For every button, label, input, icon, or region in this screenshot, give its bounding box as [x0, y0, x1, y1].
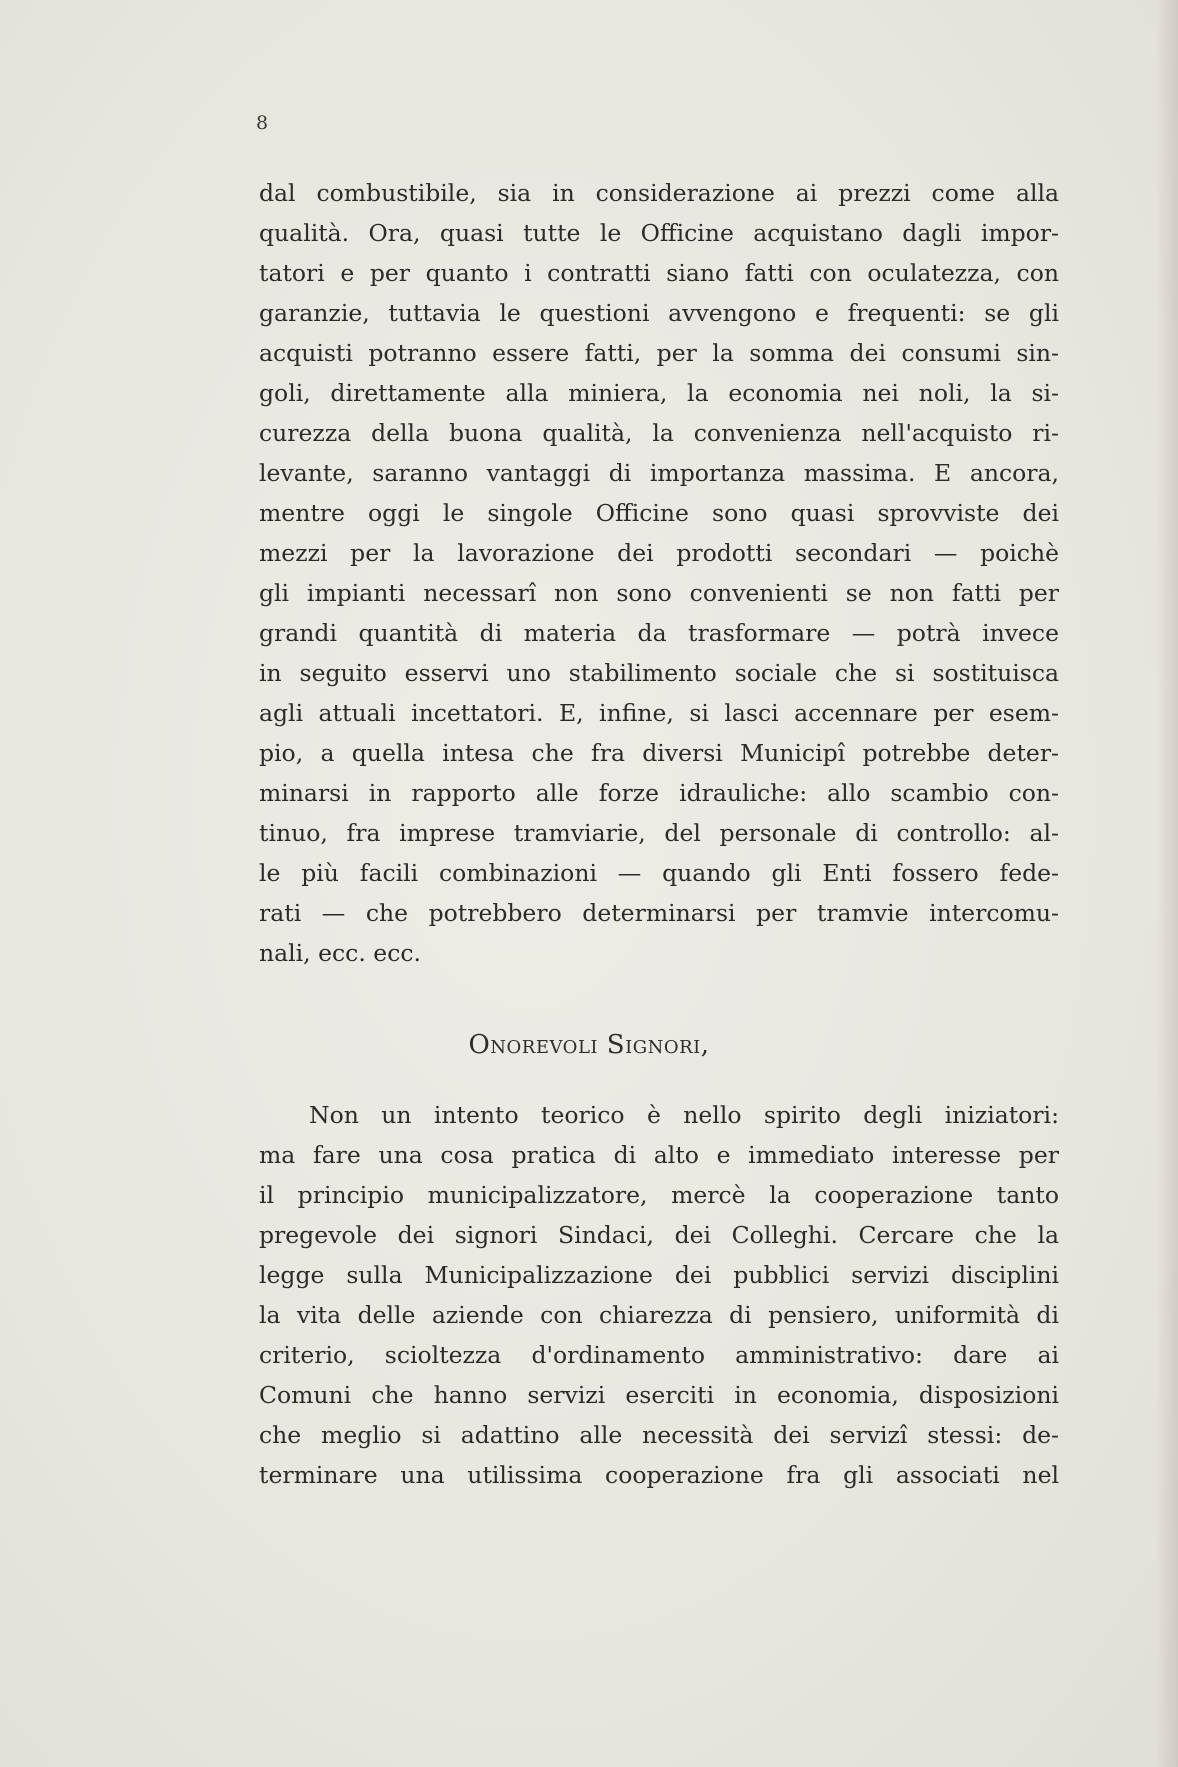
- text-line: qualità. Ora, quasi tutte le Officine acquistano dagli impor-: [259, 219, 1059, 247]
- text-line: mentre oggi le singole Officine sono quasi sprovviste dei: [259, 499, 1059, 527]
- text-line: legge sulla Municipalizzazione dei pubblici servizi disciplini: [259, 1261, 1059, 1289]
- text-line: terminare una utilissima cooperazione fra gli associati nel: [259, 1461, 1059, 1489]
- text-line: tatori e per quanto i contratti siano fatti con oculatezza, con: [259, 259, 1059, 287]
- text-line: nali, ecc. ecc.: [259, 939, 421, 967]
- text-line: agli attuali incettatori. E, infine, si lasci accennare per esem-: [259, 699, 1059, 727]
- text-line: la vita delle aziende con chiarezza di pensiero, uniformità di: [259, 1301, 1059, 1329]
- section-heading: Onorevoli Signori,: [468, 1030, 710, 1060]
- text-line: ma fare una cosa pratica di alto e immediato interesse per: [259, 1141, 1059, 1169]
- text-line: mezzi per la lavorazione dei prodotti secondari — poichè: [259, 539, 1059, 567]
- text-line: pregevole dei signori Sindaci, dei Colleghi. Cercare che la: [259, 1221, 1059, 1249]
- text-line: pio, a quella intesa che fra diversi Municipî potrebbe deter-: [259, 739, 1059, 767]
- text-line: grandi quantità di materia da trasformare — potrà invece: [259, 619, 1059, 647]
- text-line: minarsi in rapporto alle forze idrauliche: allo scambio con-: [259, 779, 1059, 807]
- text-line: levante, saranno vantaggi di importanza massima. E ancora,: [259, 459, 1059, 487]
- text-line: le più facili combinazioni — quando gli Enti fossero fede-: [259, 859, 1059, 887]
- text-line: curezza della buona qualità, la convenienza nell'acquisto ri-: [259, 419, 1059, 447]
- text-line: che meglio si adattino alle necessità dei servizî stessi: de-: [259, 1421, 1059, 1449]
- text-line: acquisti potranno essere fatti, per la somma dei consumi sin-: [259, 339, 1059, 367]
- page-edge-shadow: [1156, 0, 1178, 1767]
- text-line: gli impianti necessarî non sono convenienti se non fatti per: [259, 579, 1059, 607]
- text-line: rati — che potrebbero determinarsi per tramvie intercomu-: [259, 899, 1059, 927]
- text-line: Non un intento teorico è nello spirito degli iniziatori:: [309, 1101, 1059, 1129]
- text-line: goli, direttamente alla miniera, la economia nei noli, la si-: [259, 379, 1059, 407]
- page-number: 8: [256, 112, 269, 134]
- text-line: il principio municipalizzatore, mercè la cooperazione tanto: [259, 1181, 1059, 1209]
- text-line: Comuni che hanno servizi eserciti in economia, disposizioni: [259, 1381, 1059, 1409]
- text-line: garanzie, tuttavia le questioni avvengono e frequenti: se gli: [259, 299, 1059, 327]
- text-line: in seguito esservi uno stabilimento sociale che si sostituisca: [259, 659, 1059, 687]
- text-line: criterio, scioltezza d'ordinamento amministrativo: dare ai: [259, 1341, 1059, 1369]
- text-line: dal combustibile, sia in considerazione ai prezzi come alla: [259, 179, 1059, 207]
- text-line: tinuo, fra imprese tramviarie, del personale di controllo: al-: [259, 819, 1059, 847]
